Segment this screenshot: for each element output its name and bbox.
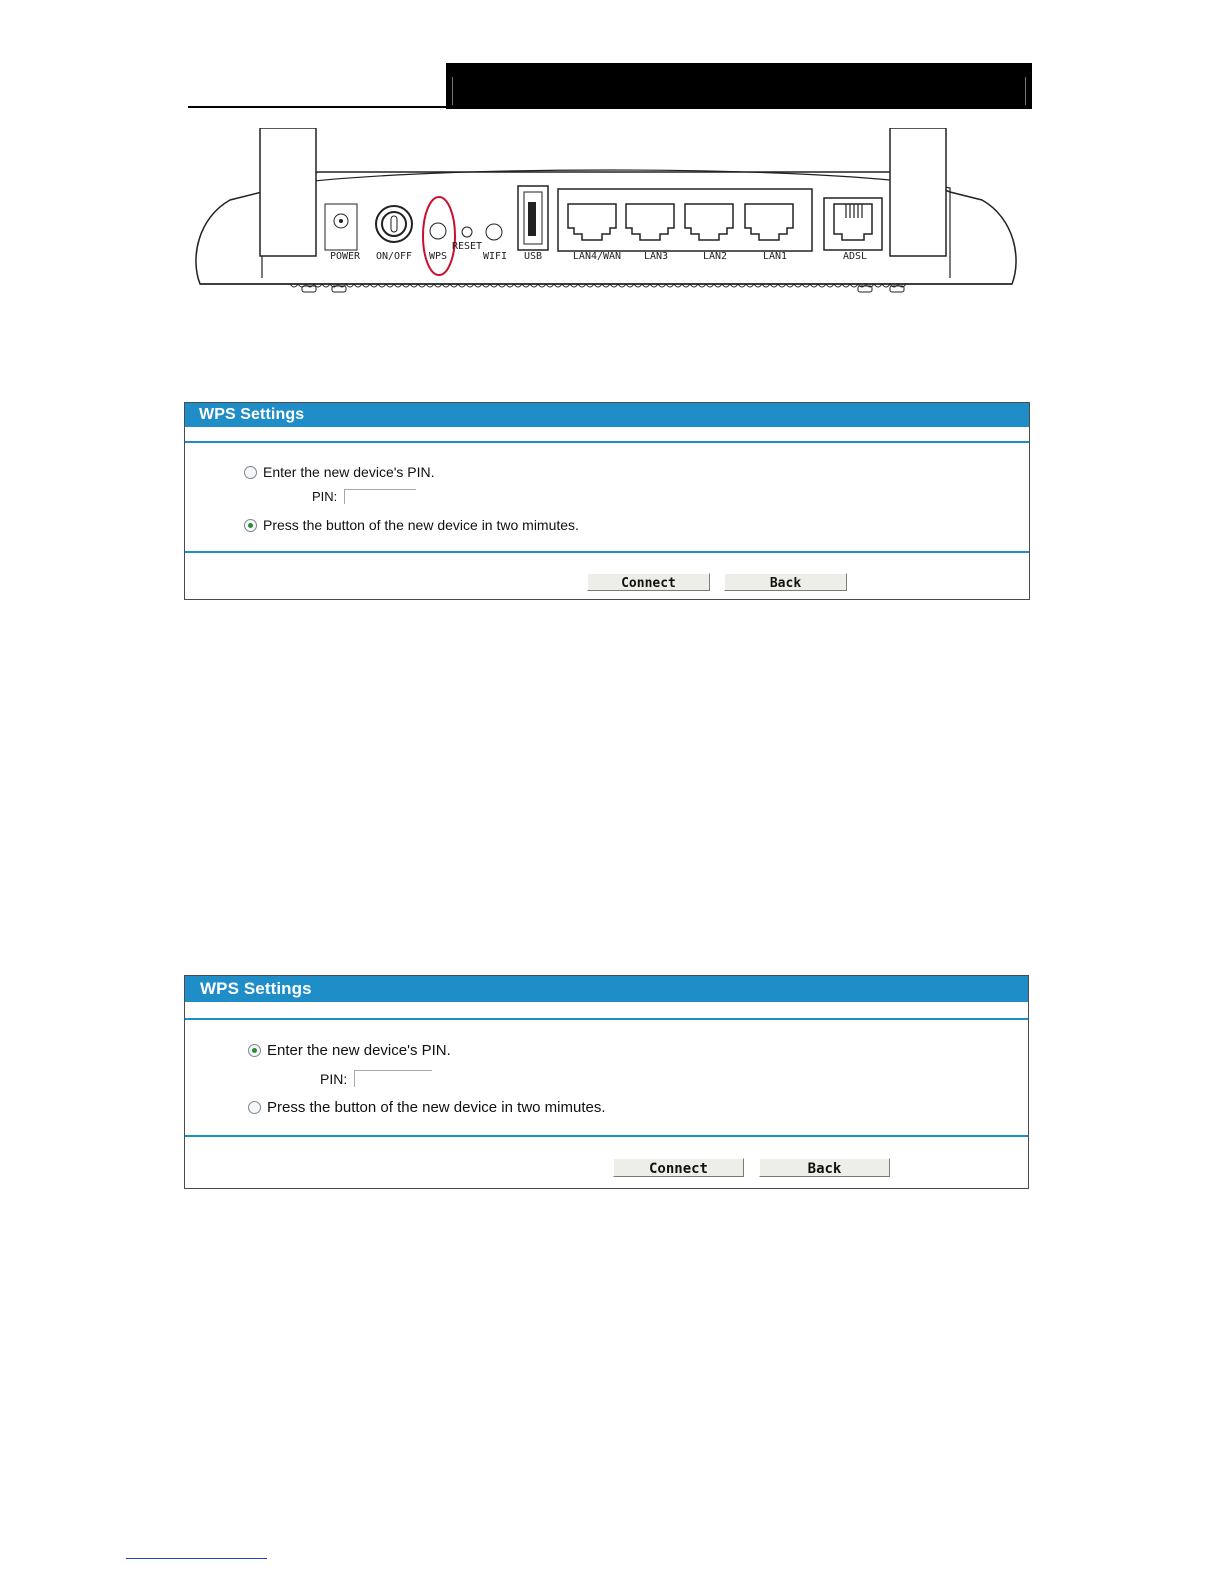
- port-label-usb: USB: [523, 251, 543, 262]
- panel-divider-bottom: [185, 1135, 1028, 1137]
- option-push-button-label: Press the button of the new device in two mimutes.: [263, 517, 579, 533]
- header-bar-edge-left: [452, 77, 453, 105]
- option-push-button-label: Press the button of the new device in two mimutes.: [267, 1099, 606, 1116]
- pin-label: PIN:: [312, 489, 338, 504]
- back-button[interactable]: Back: [724, 573, 847, 591]
- port-label-lan2: LAN2: [702, 251, 728, 262]
- port-label-power: POWER: [329, 251, 361, 262]
- wifi-button: [486, 224, 502, 240]
- footer-link-underline: [126, 1558, 267, 1559]
- port-label-reset: RESET: [451, 241, 483, 252]
- option-push-button[interactable]: [248, 1099, 606, 1116]
- port-label-lan4-wan: LAN4/WAN: [572, 251, 622, 262]
- port-label-lan1: LAN1: [762, 251, 788, 262]
- panel-title: WPS Settings: [185, 403, 1029, 427]
- header-rule: [188, 106, 448, 108]
- option-enter-pin[interactable]: [248, 1042, 451, 1059]
- pin-row: [312, 489, 416, 504]
- back-button[interactable]: Back: [759, 1158, 890, 1177]
- header-bar: [446, 63, 1032, 109]
- adsl-port: [824, 198, 882, 250]
- reset-button: [462, 227, 472, 237]
- panel-title: WPS Settings: [185, 976, 1028, 1002]
- pin-input[interactable]: [354, 1070, 432, 1087]
- option-enter-pin-label: Enter the new device's PIN.: [263, 464, 435, 480]
- wps-settings-panel-pin: [184, 975, 1029, 1189]
- radio-enter-pin[interactable]: [248, 1044, 261, 1057]
- pin-row: [320, 1070, 432, 1087]
- option-enter-pin[interactable]: [244, 464, 435, 480]
- port-label-on-off: ON/OFF: [375, 251, 413, 262]
- router-illustration: [190, 128, 1030, 300]
- option-push-button[interactable]: [244, 517, 579, 533]
- port-label-adsl: ADSL: [842, 251, 868, 262]
- wps-settings-panel-pbc: [184, 402, 1030, 600]
- radio-enter-pin[interactable]: [244, 466, 257, 479]
- header-bar-edge-right: [1025, 77, 1026, 105]
- option-enter-pin-label: Enter the new device's PIN.: [267, 1042, 451, 1059]
- port-label-wps: WPS: [428, 251, 448, 262]
- connect-button[interactable]: Connect: [613, 1158, 744, 1177]
- wps-button: [430, 223, 446, 239]
- antenna-left: [260, 128, 316, 256]
- pin-input[interactable]: [344, 489, 416, 504]
- panel-body: [185, 1020, 1028, 1135]
- port-label-lan3: LAN3: [643, 251, 669, 262]
- antenna-right: [890, 128, 946, 256]
- port-label-wifi: WIFI: [482, 251, 508, 262]
- panel-body: [185, 443, 1029, 551]
- radio-push-button[interactable]: [248, 1101, 261, 1114]
- connect-button[interactable]: Connect: [587, 573, 710, 591]
- radio-push-button[interactable]: [244, 519, 257, 532]
- router-back-panel-figure: [190, 128, 1030, 300]
- panel-divider-bottom: [185, 551, 1029, 553]
- pin-label: PIN:: [320, 1070, 348, 1087]
- power-jack: [325, 204, 357, 250]
